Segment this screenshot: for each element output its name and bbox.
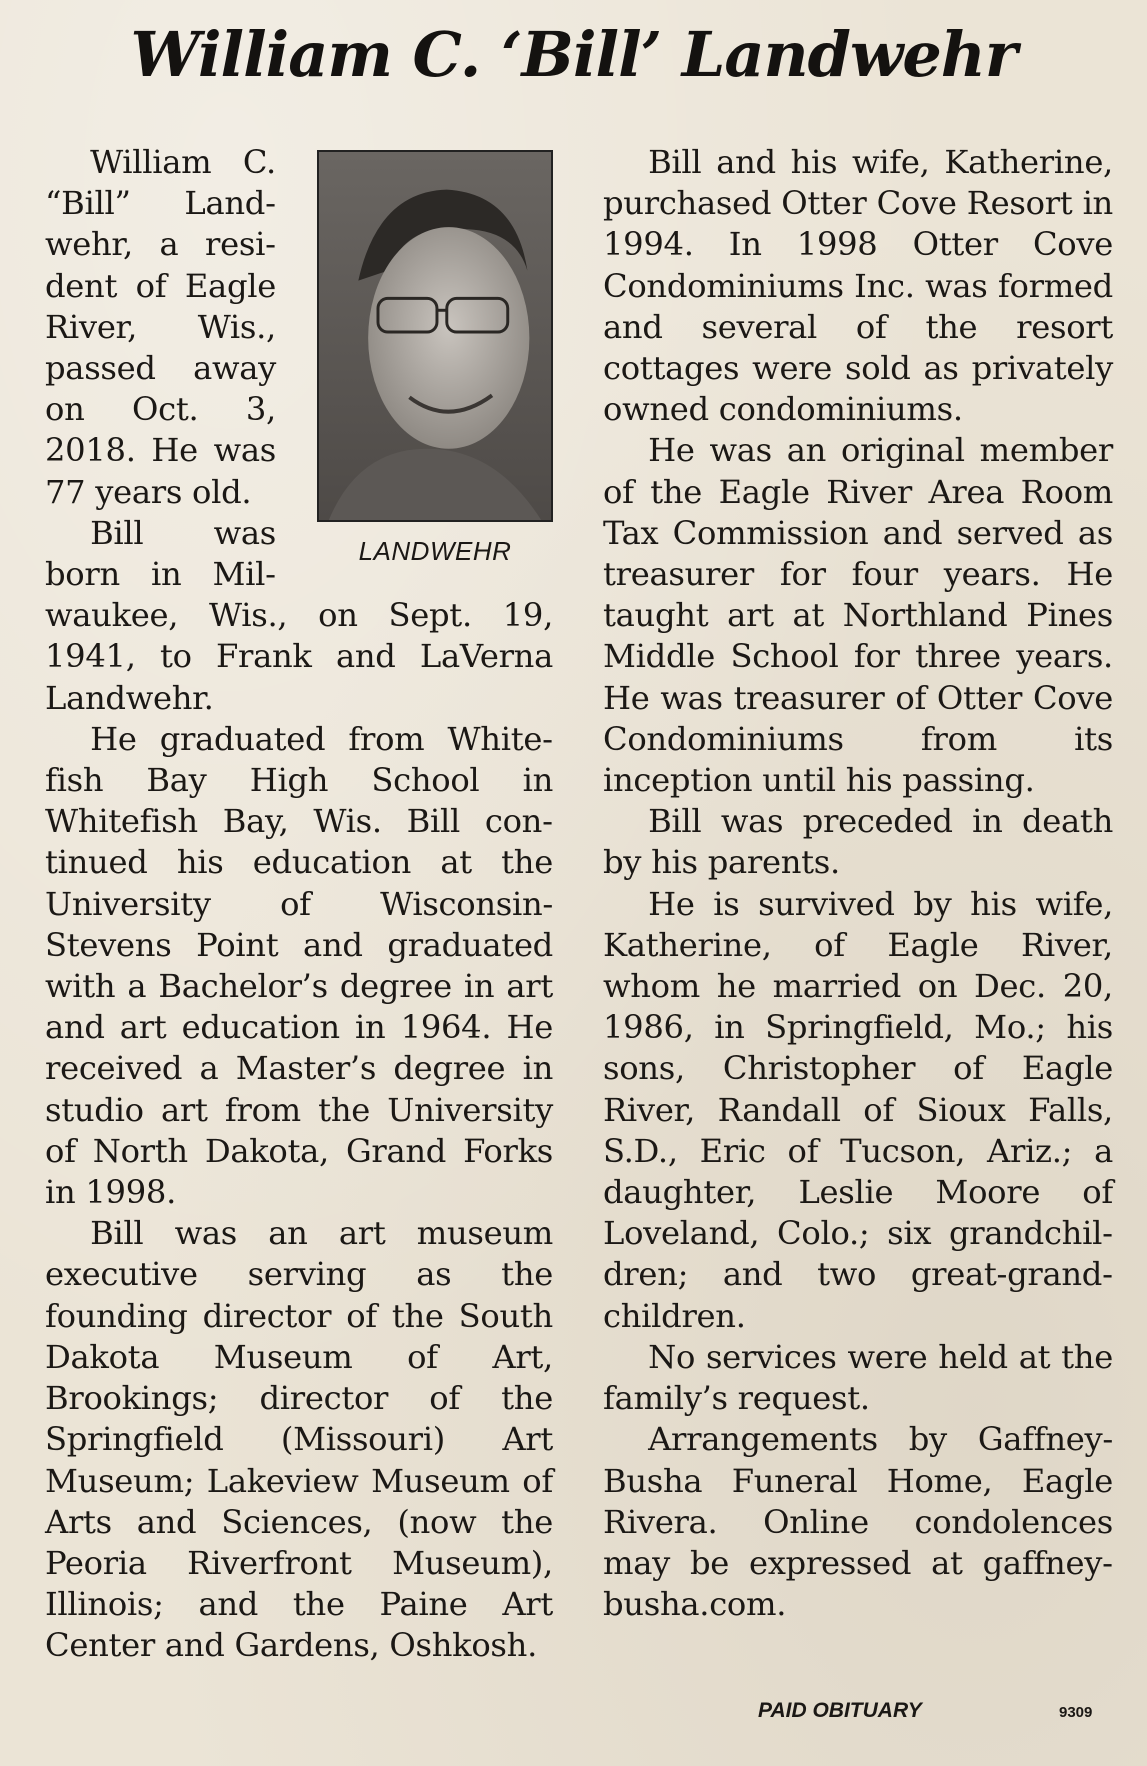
paragraph-survivors: He is survived by his wife, Katherine, of Eagle River, whom he married on Dec. 20, 1986, in Springfield, Mo.; his sons, Christopher of Eagle River, Randall of Sioux Falls, S.D., Eric of Tucson, Ariz.; a daughter, Leslie Moore of Loveland, Colo.; six grandchildren; and two great-grandchildren. bbox=[603, 884, 1113, 1335]
paragraph-services: No services were held at the family’s request. bbox=[603, 1337, 1113, 1418]
paid-obituary-label: PAID OBITUARY bbox=[758, 1699, 922, 1722]
left-column bbox=[45, 142, 553, 1667]
photo-caption: LANDWEHR bbox=[358, 536, 512, 566]
paragraph-resort: Bill and his wife, Katherine, purchased Otter Cove Resort in 1994. In 1998 Otter Cove Condominiums Inc. was formed and several of the resort cottages were sold as privately owned condominiums. bbox=[603, 143, 1113, 429]
paragraph-intro: William C. “Bill” Landwehr, a resident of Eagle River, Wis., passed away on Oct. 3, 2018. He was 77 years old. bbox=[45, 143, 276, 511]
paragraph-arrangements: Arrangements by Gaffney-Busha Funeral Home, Eagle Rivera. Online condolences may be expressed at gaffneybusha.com. bbox=[603, 1420, 1113, 1624]
ad-code: 9309 bbox=[1059, 1704, 1093, 1721]
paragraph-preceded: Bill was preceded in death by his parents. bbox=[603, 802, 1113, 882]
paragraph-education: He graduated from Whitefish Bay High School in Whitefish Bay, Wis. Bill continued his education at the University of Wisconsin-Stevens Point and graduated with a Bachelor’s degree in art and art education in 1964. He received a Master’s degree in studio art from the University of North Dakota, Grand Forks in 1998. bbox=[45, 719, 553, 1212]
paragraph-career: Bill was an art museum executive serving as the founding director of the South Dakota Museum of Art, Brookings; director of the Springfield (Missouri) Art Museum; Lakeview Museum of Arts and Sciences, (now the Peoria Riverfront Museum), Illinois; and the Paine Art Center and Gardens, Oshkosh. bbox=[45, 1214, 553, 1665]
portrait-figure bbox=[298, 150, 553, 566]
paragraph-community: He was an original member of the Eagle River Area Room Tax Commission and served as treasurer for four years. He taught art at Northland Pines Middle School for three years. He was treasurer of Otter Cove Condominiums from its inception until his passing. bbox=[603, 431, 1113, 800]
obituary-headline: William C. ‘Bill’ Landwehr bbox=[130, 18, 1017, 91]
portrait-photo bbox=[317, 150, 553, 522]
right-column bbox=[603, 142, 1113, 1625]
paragraph-birth: Bill was born in Milwaukee, Wis., on Sept. 19, 1941, to Frank and LaVerna Landwehr. bbox=[45, 513, 553, 717]
